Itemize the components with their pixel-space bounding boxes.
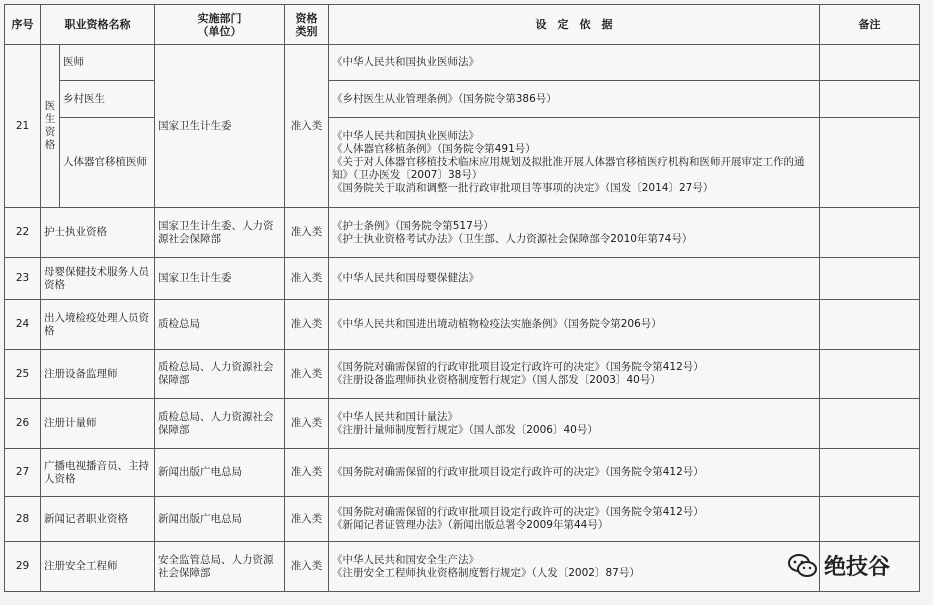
basis-line: 《中华人民共和国执业医师法》 (332, 56, 479, 68)
row-basis (329, 542, 820, 592)
header-note: 备注 (820, 5, 920, 45)
basis-line: 《人体器官移植条例》（国务院令第491号） (332, 143, 536, 155)
header-dept (155, 5, 285, 45)
row-note (820, 81, 920, 118)
row-name: 注册计量师 (41, 399, 155, 449)
row-type: 准入类 (285, 350, 329, 399)
basis-line: 《注册安全工程师执业资格制度暂行规定》（人发〔2002〕87号） (332, 566, 640, 579)
header-name: 职业资格名称 (41, 5, 155, 45)
group-label-doctor (41, 45, 60, 208)
row-type: 准入类 (285, 399, 329, 449)
row-dept: 新闻出版广电总局 (155, 497, 285, 542)
row-basis (329, 208, 820, 258)
row-basis (329, 81, 820, 118)
row-basis (329, 350, 820, 399)
basis-line: 《中华人民共和国安全生产法》 (332, 553, 479, 566)
row-type: 准入类 (285, 45, 329, 208)
sub-name: 医师 (60, 45, 155, 81)
row-no: 23 (5, 258, 41, 300)
header-row (5, 5, 920, 45)
row-dept: 安全监管总局、人力资源社会保障部 (155, 542, 285, 592)
table-row (5, 497, 920, 542)
row-no: 21 (5, 45, 41, 208)
header-dept-text: 实施部门 （单位） (197, 11, 242, 38)
row-basis (329, 45, 820, 81)
basis-line: 《国务院对确需保留的行政审批项目设定行政许可的决定》（国务院令第412号） (332, 466, 704, 478)
basis-line: 《国务院关于取消和调整一批行政审批项目等事项的决定》（国发〔2014〕27号） (332, 182, 714, 194)
row-dept: 新闻出版广电总局 (155, 449, 285, 497)
basis-line: 《中华人民共和国计量法》 (332, 410, 458, 423)
table-row (5, 208, 920, 258)
header-no: 序号 (5, 5, 41, 45)
row-basis (329, 497, 820, 542)
row-no: 22 (5, 208, 41, 258)
header-basis: 设 定 依 据 (329, 5, 820, 45)
basis-line: 《护士执业资格考试办法》（卫生部、人力资源社会保障部令2010年第74号） (332, 232, 693, 245)
row-type: 准入类 (285, 258, 329, 300)
row-dept: 质检总局 (155, 300, 285, 350)
row-note (820, 350, 920, 399)
basis-line: 《关于对人体器官移植技术临床应用规划及拟批准开展人体器官移植医疗机构和医师开展审定工作的通知》（卫办医发〔2007〕38号） (332, 156, 805, 181)
table-row (5, 449, 920, 497)
row-basis (329, 300, 820, 350)
watermark-text: 绝技谷 (824, 555, 891, 580)
table-row (5, 542, 920, 592)
row-no: 29 (5, 542, 41, 592)
row-basis (329, 118, 820, 208)
row-name: 注册设备监理师 (41, 350, 155, 399)
row-dept: 国家卫生计生委 (155, 45, 285, 208)
row-basis (329, 449, 820, 497)
watermark (788, 550, 890, 581)
row-type: 准入类 (285, 208, 329, 258)
basis-line: 《中华人民共和国母婴保健法》 (332, 272, 479, 284)
row-dept: 国家卫生计生委 (155, 258, 285, 300)
wechat-icon (788, 553, 818, 579)
row-note (820, 399, 920, 449)
row-name: 注册安全工程师 (41, 542, 155, 592)
group-label-text: 医生资格 (44, 100, 56, 151)
basis-line: 《国务院对确需保留的行政审批项目设定行政许可的决定》（国务院令第412号） (332, 506, 704, 518)
row-note (820, 118, 920, 208)
row-type: 准入类 (285, 449, 329, 497)
row-note (820, 300, 920, 350)
basis-line: 《国务院对确需保留的行政审批项目设定行政许可的决定》（国务院令第412号） (332, 361, 704, 373)
table-row (5, 350, 920, 399)
row-no: 26 (5, 399, 41, 449)
row-note (820, 497, 920, 542)
basis-line: 《护士条例》（国务院令第517号） (332, 219, 494, 232)
basis-line: 《注册计量师制度暂行规定》（国人部发〔2006〕40号） (332, 423, 598, 436)
header-type (285, 5, 329, 45)
row-basis (329, 258, 820, 300)
row-name: 母婴保健技术服务人员资格 (41, 258, 155, 300)
sub-name: 乡村医生 (60, 81, 155, 118)
row-name: 新闻记者职业资格 (41, 497, 155, 542)
row-note (820, 45, 920, 81)
row-no: 24 (5, 300, 41, 350)
row-dept: 质检总局、人力资源社会保障部 (155, 399, 285, 449)
row-dept: 质检总局、人力资源社会保障部 (155, 350, 285, 399)
row-note (820, 449, 920, 497)
row-dept: 国家卫生计生委、人力资源社会保障部 (155, 208, 285, 258)
row-note (820, 208, 920, 258)
row-no: 25 (5, 350, 41, 399)
table-row (5, 399, 920, 449)
table-row (5, 45, 920, 81)
row-basis (329, 399, 820, 449)
table-row (5, 118, 920, 208)
row-name: 广播电视播音员、主持人资格 (41, 449, 155, 497)
row-no: 27 (5, 449, 41, 497)
qualification-table (4, 4, 920, 592)
header-type-text: 资格 类别 (295, 11, 318, 38)
row-note (820, 258, 920, 300)
row-name: 出入境检疫处理人员资格 (41, 300, 155, 350)
row-type: 准入类 (285, 300, 329, 350)
sub-name: 人体器官移植医师 (60, 118, 155, 208)
table-row (5, 258, 920, 300)
table-row (5, 81, 920, 118)
row-no: 28 (5, 497, 41, 542)
basis-line: 《乡村医生从业管理条例》（国务院令第386号） (332, 92, 557, 105)
basis-line: 《中华人民共和国进出境动植物检疫法实施条例》（国务院令第206号） (332, 318, 662, 330)
basis-line: 《新闻记者证管理办法》（新闻出版总署令2009年第44号） (332, 519, 609, 531)
table-row (5, 300, 920, 350)
basis-line: 《注册设备监理师执业资格制度暂行规定》（国人部发〔2003〕40号） (332, 374, 661, 386)
row-name: 护士执业资格 (41, 208, 155, 258)
row-type: 准入类 (285, 497, 329, 542)
row-type: 准入类 (285, 542, 329, 592)
basis-line: 《中华人民共和国执业医师法》 (332, 130, 479, 142)
